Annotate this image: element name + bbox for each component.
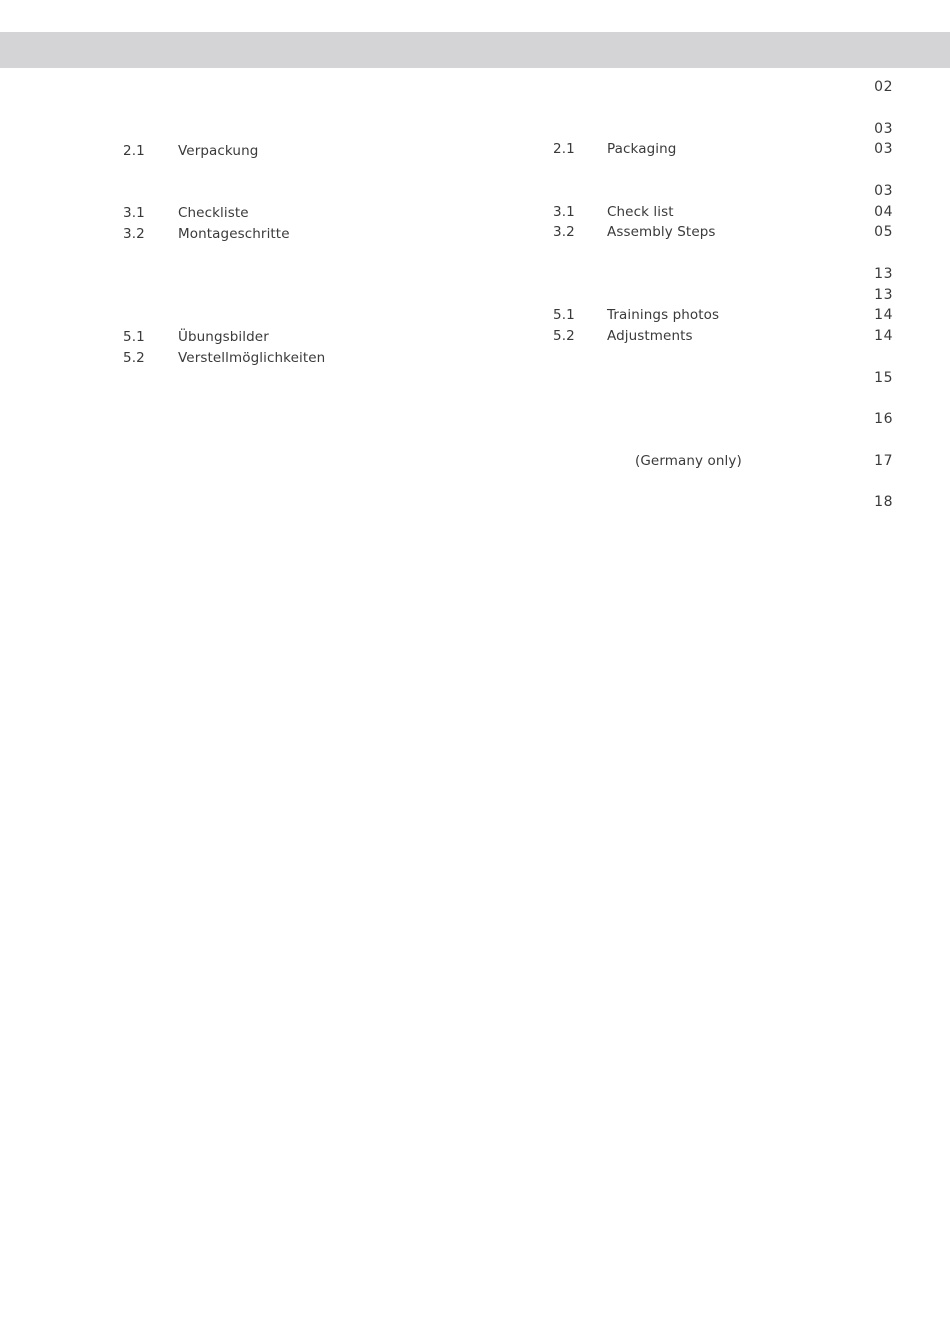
page-number: 18 <box>874 494 893 510</box>
toc-de-entry-uebungsbilder[interactable]: Übungsbilder <box>178 329 269 345</box>
toc-en-number: 3.1 <box>553 204 575 220</box>
page-number: 14 <box>874 307 893 323</box>
page-number: 13 <box>874 287 893 303</box>
page-number: 03 <box>874 141 893 157</box>
page-number: 16 <box>874 411 893 427</box>
toc-en-number: 5.2 <box>553 328 575 344</box>
toc-de-entry-montageschritte[interactable]: Montageschritte <box>178 226 290 242</box>
page-number: 05 <box>874 224 893 240</box>
toc-en-entry-packaging[interactable]: Packaging <box>607 141 677 157</box>
toc-en-entry-trainings-photos[interactable]: Trainings photos <box>607 307 720 323</box>
toc-de-number: 3.1 <box>123 205 145 221</box>
toc-en-number: 5.1 <box>553 307 575 323</box>
toc-en-entry-assembly-steps[interactable]: Assembly Steps <box>607 224 716 240</box>
header-bar <box>0 32 950 68</box>
page-number: 03 <box>874 183 893 199</box>
page-number: 13 <box>874 266 893 282</box>
toc-de-entry-verstellmoeglichkeiten[interactable]: Verstellmöglichkeiten <box>178 350 326 366</box>
page-number: 03 <box>874 121 893 137</box>
page-number: 04 <box>874 204 893 220</box>
toc-de-entry-checkliste[interactable]: Checkliste <box>178 205 249 221</box>
page-number: 02 <box>874 79 893 95</box>
toc-en-entry-check-list[interactable]: Check list <box>607 204 674 220</box>
page-number: 14 <box>874 328 893 344</box>
toc-en-entry-adjustments[interactable]: Adjustments <box>607 328 693 344</box>
toc-en-number: 2.1 <box>553 141 575 157</box>
toc-de-number: 3.2 <box>123 226 145 242</box>
toc-de-number: 5.2 <box>123 350 145 366</box>
toc-en-number: 3.2 <box>553 224 575 240</box>
toc-de-entry-verpackung[interactable]: Verpackung <box>178 143 259 159</box>
toc-de-number: 5.1 <box>123 329 145 345</box>
toc-de-number: 2.1 <box>123 143 145 159</box>
page-number: 15 <box>874 370 893 386</box>
page-number: 17 <box>874 453 893 469</box>
toc-en-note-germany-only: (Germany only) <box>635 453 742 469</box>
